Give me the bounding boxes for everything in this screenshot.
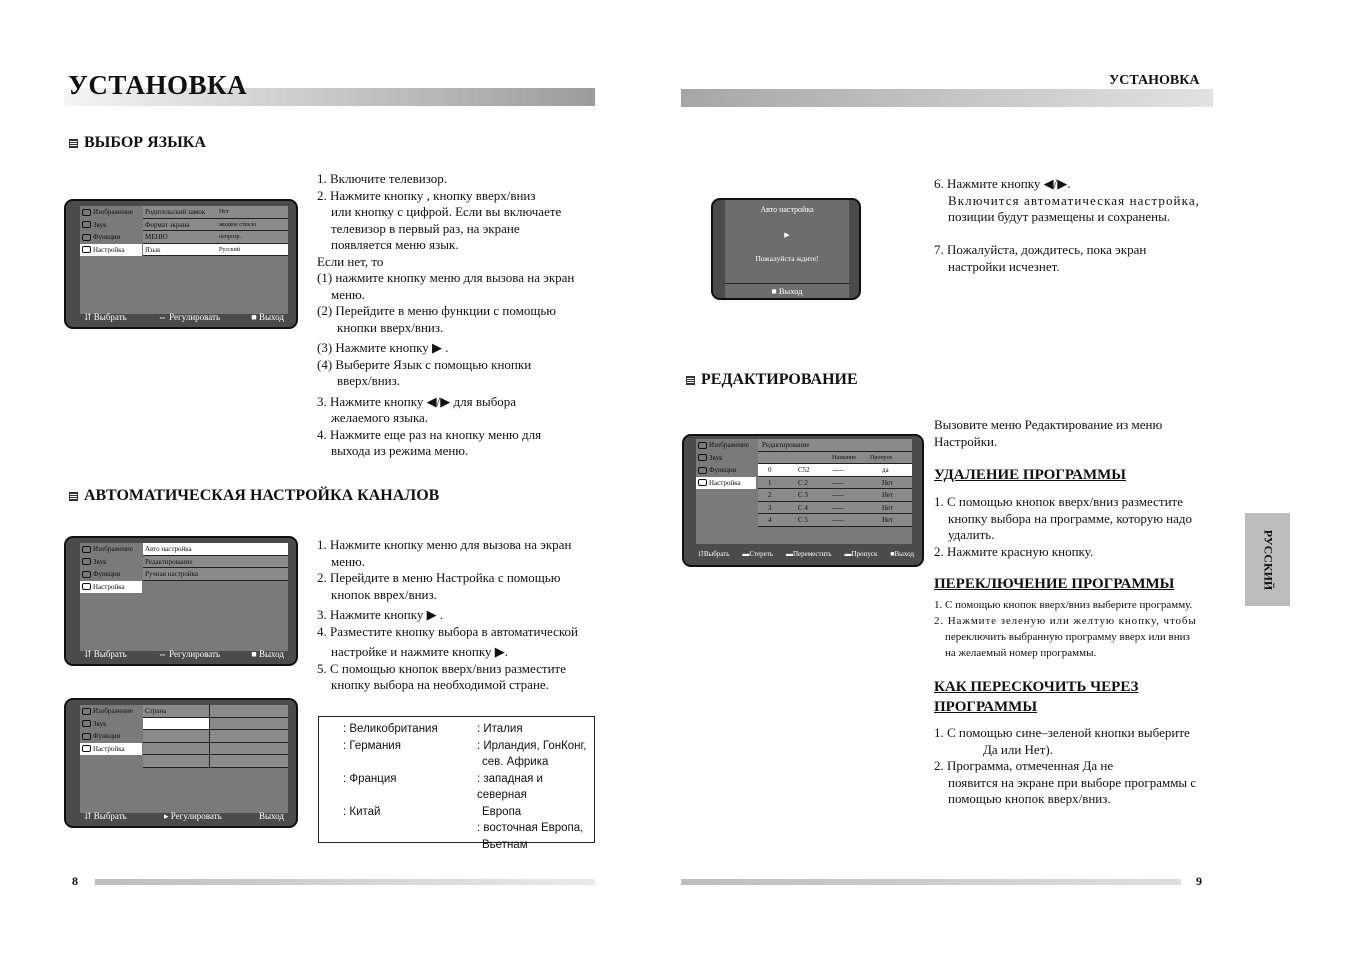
- skip-hint: ▬Пропуск: [844, 550, 878, 558]
- tv-screen-edit: [682, 434, 924, 567]
- menu-item-sound[interactable]: Звук: [80, 219, 142, 232]
- country-cell[interactable]: [210, 718, 288, 731]
- section-title-text: ВЫБОР ЯЗЫКА: [84, 134, 206, 151]
- adjust-hint: ▸ Регулировать: [164, 811, 222, 821]
- menu-item-sound[interactable]: Звук: [80, 556, 142, 569]
- delete-hint: ▬Стереть: [742, 550, 774, 558]
- menu-item-sound[interactable]: Звук: [696, 452, 756, 465]
- country-cell[interactable]: [210, 705, 288, 718]
- sound-icon: [82, 221, 91, 228]
- edit-columns: Название Пропуск: [758, 452, 912, 465]
- language-side-tab: РУССКИЙ: [1245, 513, 1290, 606]
- functions-icon: [82, 571, 91, 578]
- select-hint: ⇵ Выбрать: [84, 312, 127, 322]
- select-hint: ⇵Выбрать: [698, 550, 730, 558]
- delete-title: УДАЛЕНИЕ ПРОГРАММЫ: [934, 467, 1126, 483]
- menu-left-list: [80, 705, 142, 755]
- autotune-steps: 1. Нажмите кнопку меню для вызова на экран меню. 2. Перейдите в меню Настройка с помощью кнопок ввреx/вниз. 3. Нажмите кнопку ▶ . 4. Разместите кнопку выбора в автоматической настройке и нажмите кнопку ▶. 5. С помощью кнопок вверх/вниз разместите кнопку выбора на необходимой стране.: [317, 537, 578, 692]
- picture-icon: [698, 442, 707, 449]
- tv-screen-country-menu: [64, 698, 298, 828]
- menu-item-setup[interactable]: Настройка: [80, 581, 142, 594]
- country-col-right: : Италия : Ирландия, ГонКонг, сев. Африка : западная и северная Европа : восточная Европа, Вьетнам: [477, 723, 587, 851]
- menu-item-setup[interactable]: Настройка: [80, 244, 142, 257]
- footer-bar-right: [681, 879, 1181, 885]
- adjust-hint: ⇔ Регулировать: [157, 312, 221, 322]
- section-title-autotune: [69, 487, 439, 505]
- skip-steps: 1. С помощью сине–зеленой кнопки выберите Да или Нет). 2. Программа, отмеченная Да не появится на экране при выборе программы с помощью кнопок вверх/вниз.: [934, 725, 1197, 806]
- menu-item-functions[interactable]: Функции: [80, 231, 142, 244]
- sound-icon: [82, 720, 91, 727]
- menu-item-functions[interactable]: Функции: [80, 730, 142, 743]
- menu-item-functions[interactable]: Функции: [80, 568, 142, 581]
- edit-intro: Вызовите меню Редактирование из меню Настройки.: [934, 417, 1163, 449]
- table-row[interactable]: 4 C 5 ----- Нет: [758, 514, 912, 527]
- menu-row-selected[interactable]: Язык Русский: [143, 244, 288, 257]
- menu-row-selected[interactable]: Авто настройка: [143, 543, 288, 556]
- edit-table: [758, 439, 912, 527]
- menu-item-setup[interactable]: Настройка: [80, 743, 142, 756]
- menu-footer: [80, 809, 288, 823]
- steps-6-7: 6. Нажмите кнопку ◀/▶. Включится автоматическая настройка, позиции будут размещены и сохранены. 7. Пожалуйста, дождитесь, пока экран настройки исчезнет.: [934, 176, 1201, 274]
- switch-steps: 1. С помощью кнопок вверх/вниз выберите программу. 2. Нажмите зеленую или желтую кнопку, чтобы переключить выбранную программу вверх или вниз на желаемый номер программы.: [934, 599, 1197, 659]
- country-cell[interactable]: [143, 743, 209, 756]
- setup-icon: [82, 246, 91, 253]
- tv-screen-autotune: [711, 198, 861, 300]
- menu-row[interactable]: Родительский замок Нет: [143, 206, 288, 219]
- menu-row[interactable]: МЕНЮ непрозр.: [143, 231, 288, 244]
- table-row[interactable]: 2 C 3 ----- Нет: [758, 489, 912, 502]
- country-cell[interactable]: [143, 718, 209, 731]
- country-col-left: : Великобритания : Германия : Франция : Китай: [343, 723, 438, 818]
- delete-steps: 1. С помощью кнопок вверх/вниз разместите кнопку выбора на программе, которую надо удалить. 2. Нажмите красную кнопку.: [934, 494, 1193, 559]
- table-row[interactable]: 0 C52 ----- да: [758, 464, 912, 477]
- exit-hint: Выход: [258, 811, 284, 821]
- country-table: [318, 716, 595, 851]
- exit-hint: ■Выход: [890, 550, 914, 558]
- menu-footer: [80, 310, 288, 324]
- functions-icon: [82, 733, 91, 740]
- menu-item-functions[interactable]: Функции: [696, 464, 756, 477]
- section-title-text: РЕДАКТИРОВАНИЕ: [701, 371, 858, 388]
- country-grid: [143, 705, 288, 768]
- section-bullet-icon: [686, 376, 695, 385]
- menu-footer: [80, 647, 288, 661]
- language-steps: 1. Включите телевизор. 2. Нажмите кнопку , кнопку вверх/вниз или кнопку с цифрой. Если вы включаете телевизор в первый раз, на экране появляется меню язык. Если нет, то (1) нажмите кнопку меню для вызова на экран меню. (2) Перейдите в меню функции с помощью кнопки вверх/вниз. (3) Нажмите кнопку ▶ . (4) Выберите Язык с помощью кнопки вверх/вниз. 3. Нажмите кнопку ◀/▶ для выбора желаемого языка. 4. Нажмите еще раз на кнопку меню для выхода из режима меню.: [317, 171, 575, 458]
- select-hint: ⇵ Выбрать: [84, 649, 127, 659]
- footer-bar-left: [95, 879, 595, 885]
- exit-hint: ■ Выход: [251, 312, 284, 322]
- autotune-title: Авто настройка: [760, 205, 814, 214]
- switch-title: ПЕРЕКЛЮЧЕНИЕ ПРОГРАММЫ: [934, 576, 1175, 592]
- menu-right-list: [143, 206, 288, 256]
- menu-row[interactable]: Ручная настройка: [143, 568, 288, 581]
- section-title-text: АВТОМАТИЧЕСКАЯ НАСТРОЙКА КАНАЛОВ: [84, 487, 440, 504]
- setup-icon: [82, 583, 91, 590]
- setup-icon: [82, 745, 91, 752]
- table-row[interactable]: 1 C 2 ----- Нет: [758, 477, 912, 490]
- menu-item-sound[interactable]: Звук: [80, 718, 142, 731]
- edit-footer: [698, 550, 914, 558]
- skip-title: КАК ПЕРЕСКОЧИТЬ ЧЕРЕЗ ПРОГРАММЫ: [934, 679, 1139, 715]
- section-title-edit: [686, 371, 858, 389]
- section-bullet-icon: [69, 139, 78, 148]
- autotune-divider: [725, 283, 849, 284]
- adjust-hint: ⇔ Регулировать: [157, 649, 221, 659]
- menu-item-setup[interactable]: Настройка: [696, 477, 756, 490]
- menu-left-list: [80, 543, 142, 593]
- sound-icon: [82, 558, 91, 565]
- menu-item-picture[interactable]: Изображение: [80, 705, 142, 718]
- menu-row[interactable]: Формат экрана жидкое стекло: [143, 219, 288, 232]
- menu-item-picture[interactable]: Изображение: [696, 439, 756, 452]
- move-hint: ▬Переместить: [785, 550, 832, 558]
- select-hint: ⇵ Выбрать: [84, 811, 127, 821]
- menu-left-list: [80, 206, 142, 256]
- page-number-left: 8: [72, 874, 78, 888]
- edit-header: Редактирование: [758, 439, 912, 452]
- play-icon: ▶: [784, 231, 790, 239]
- functions-icon: [698, 467, 707, 474]
- page-title-right: УСТАНОВКА: [1109, 73, 1200, 88]
- tv-screen-setup-menu: [64, 536, 298, 666]
- autotune-wait: Пожалуйста ждите!: [755, 254, 819, 263]
- menu-left-list: [696, 439, 756, 489]
- country-header: Страна: [143, 705, 209, 718]
- section-title-language: [69, 134, 206, 152]
- picture-icon: [82, 546, 91, 553]
- country-cell[interactable]: [143, 755, 209, 768]
- functions-icon: [82, 234, 91, 241]
- page-title-left: УСТАНОВКА: [68, 70, 248, 100]
- page-number-right: 9: [1196, 874, 1202, 888]
- header-bar-right: [681, 89, 1213, 107]
- country-cell[interactable]: [210, 755, 288, 768]
- exit-hint: ■ Выход: [251, 649, 284, 659]
- menu-right-list: [143, 543, 288, 581]
- table-row[interactable]: 3 C 4 ----- Нет: [758, 502, 912, 515]
- tv-screen-language-menu: [64, 199, 298, 329]
- picture-icon: [82, 708, 91, 715]
- picture-icon: [82, 209, 91, 216]
- section-bullet-icon: [69, 492, 78, 501]
- country-cell[interactable]: [210, 743, 288, 756]
- sound-icon: [698, 454, 707, 461]
- setup-icon: [698, 479, 707, 486]
- autotune-exit: ■ Выход: [771, 286, 803, 296]
- menu-row[interactable]: Редактирование: [143, 556, 288, 569]
- menu-item-picture[interactable]: Изображение: [80, 543, 142, 556]
- country-cell[interactable]: [210, 730, 288, 743]
- country-cell[interactable]: [143, 730, 209, 743]
- menu-item-picture[interactable]: Изображение: [80, 206, 142, 219]
